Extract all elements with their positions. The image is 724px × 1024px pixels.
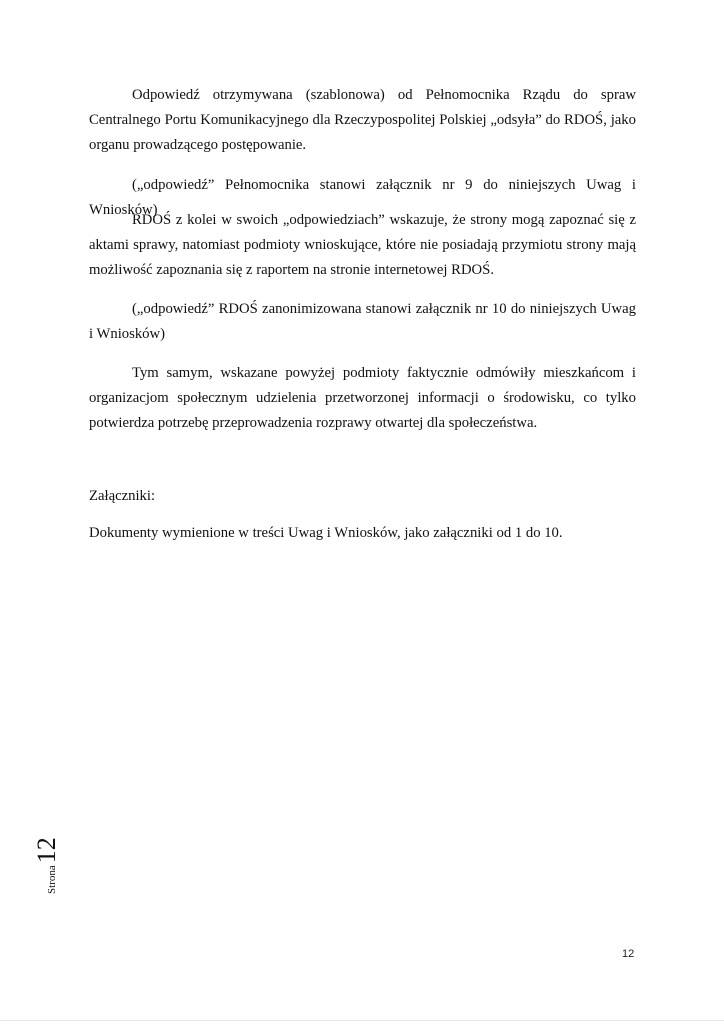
body-paragraph-4 [89, 297, 636, 347]
attachments-heading-text: Załączniki: [89, 488, 156, 504]
body-paragraph-1 [89, 83, 636, 157]
attachments-heading [89, 484, 636, 509]
paragraph-text: („odpowiedź” RDOŚ zanonimizowana stanowi załącznik nr 10 do niniejszych Uwag i Wniosków) [89, 301, 636, 342]
page-bottom-divider [0, 1020, 724, 1021]
margin-label-word: Strona [46, 865, 58, 894]
attachments-list [89, 521, 636, 546]
body-paragraph-5 [89, 361, 636, 435]
margin-page-label-rotated [32, 837, 62, 894]
paragraph-text: („odpowiedź” Pełnomocnika stanowi załącznik nr 9 do niniejszych Uwag i Wniosków) [89, 177, 636, 218]
paragraph-text: Odpowiedź otrzymywana (szablonowa) od Pełnomocnika Rządu do spraw Centralnego Portu Komunikacyjnego dla Rzeczypospolitej Polskiej „odsyła” do RDOŚ, jako organu prowadzącego postępowanie. [89, 87, 636, 153]
attachments-text: Dokumenty wymienione w treści Uwag i Wniosków, jako załączniki od 1 do 10. [89, 525, 563, 541]
paragraph-text: RDOŚ z kolei w swoich „odpowiedziach” wskazuje, że strony mogą zapoznać się z aktami sprawy, natomiast podmioty wnioskujące, które nie posiadają przymiotu strony mają możliwość zapoznania się z raportem na stronie internetowej RDOŚ. [89, 212, 636, 278]
body-paragraph-3 [89, 208, 636, 282]
margin-page-label [24, 824, 64, 894]
footer-page-number: 12 [622, 948, 635, 960]
margin-label-number: 12 [32, 837, 61, 864]
paragraph-text: Tym samym, wskazane powyżej podmioty faktycznie odmówiły mieszkańcom i organizacjom społecznym udzielenia przetworzonej informacji o środowisku, co tylko potwierdza potrzebę przeprowadzenia rozprawy otwartej dla społeczeństwa. [89, 365, 636, 431]
